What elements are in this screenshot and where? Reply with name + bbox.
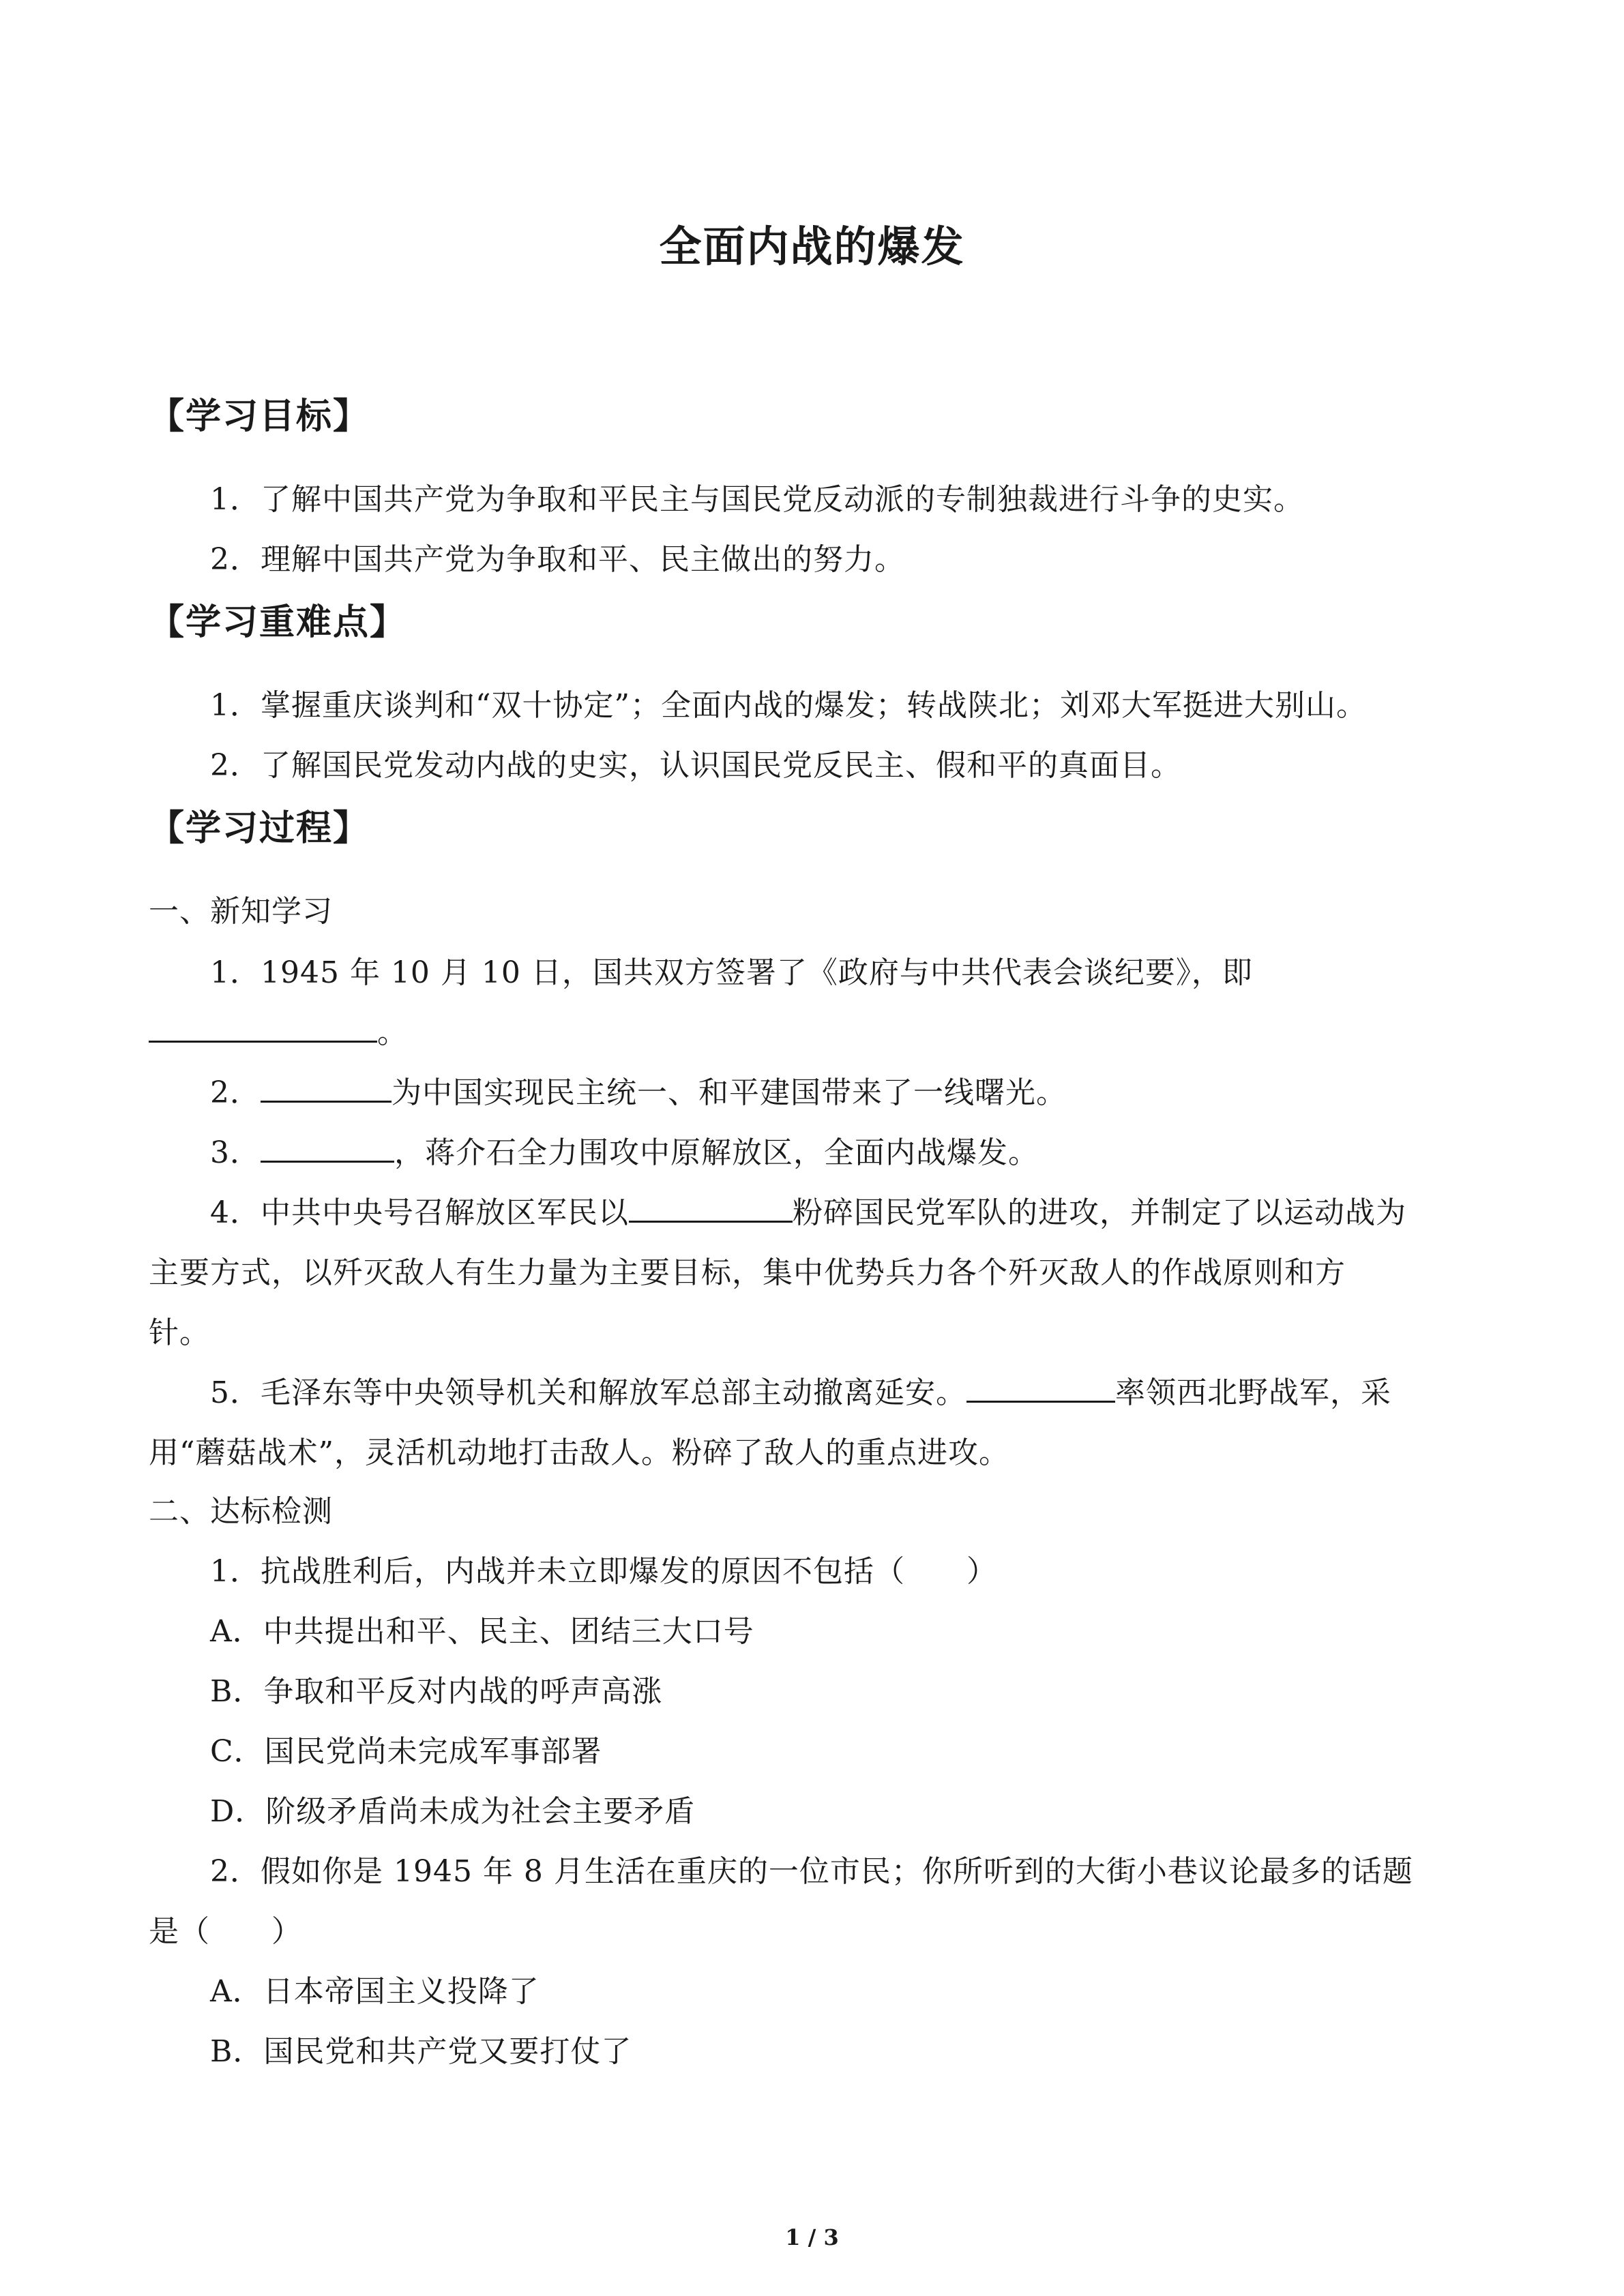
question-5-line-2: 用“蘑菇战术”，灵活机动地打击敌人。粉碎了敌人的重点进攻。 xyxy=(149,1435,1009,1470)
answer-blank[interactable] xyxy=(966,1373,1115,1403)
question-2-number: 2． xyxy=(210,1075,261,1110)
question-3-text: ，蒋介石全力围攻中原解放区，全面内战爆发。 xyxy=(394,1135,1039,1170)
question-5-text-a: 5．毛泽东等中央领导机关和解放军总部主动撤离延安。 xyxy=(210,1375,966,1410)
section-heading-goals: 【学习目标】 xyxy=(149,396,370,437)
question-4-line-3: 针。 xyxy=(149,1315,210,1350)
question-2-text: 为中国实现民主统一、和平建国带来了一线曙光。 xyxy=(392,1075,1067,1110)
test-question-1: 1．抗战胜利后，内战并未立即爆发的原因不包括（ ） xyxy=(210,1554,997,1589)
question-4-text-a: 4．中共中央号召解放区军民以 xyxy=(210,1195,629,1230)
answer-blank[interactable] xyxy=(629,1193,793,1223)
answer-blank[interactable] xyxy=(261,1133,394,1163)
question-5-text-b: 率领西北野战军，采 xyxy=(1115,1375,1391,1410)
answer-blank[interactable] xyxy=(261,1073,392,1103)
answer-blank[interactable] xyxy=(149,1013,377,1043)
question-4-line-2: 主要方式，以歼灭敌人有生力量为主要目标，集中优势兵力各个歼灭敌人的作战原则和方 xyxy=(149,1255,1346,1290)
section-heading-keypoints: 【学习重难点】 xyxy=(149,601,407,643)
test-question-2-line-2: 是（ ） xyxy=(149,1914,302,1949)
test-question-1-option-d: D．阶级矛盾尚未成为社会主要矛盾 xyxy=(210,1794,696,1829)
test-question-1-option-b: B．争取和平反对内战的呼声高涨 xyxy=(210,1674,663,1709)
question-1-end: 。 xyxy=(377,1015,408,1050)
test-question-1-option-c: C．国民党尚未完成军事部署 xyxy=(210,1734,602,1769)
question-1-line-1: 1．1945 年 10 月 10 日，国共双方签署了《政府与中共代表会谈纪要》，即 xyxy=(210,955,1253,990)
part1-heading: 一、新知学习 xyxy=(149,894,333,929)
question-1-line-2 xyxy=(149,1008,408,1052)
test-question-2-option-a: A．日本帝国主义投降了 xyxy=(210,1974,540,2009)
test-question-1-option-a: A．中共提出和平、民主、团结三大口号 xyxy=(210,1614,754,1649)
question-4-line-1 xyxy=(210,1188,1406,1232)
keypoint-item-1: 1．掌握重庆谈判和“双十协定”；全面内战的爆发；转战陕北；刘邓大军挺进大别山。 xyxy=(210,688,1367,723)
test-question-2-line-1: 2．假如你是 1945 年 8 月生活在重庆的一位市民；你所听到的大街小巷议论最多的话题 xyxy=(210,1854,1413,1889)
test-question-2-option-b: B．国民党和共产党又要打仗了 xyxy=(210,2034,632,2069)
page-number: 1 / 3 xyxy=(785,2224,839,2250)
question-3-number: 3． xyxy=(210,1135,261,1170)
question-5-line-1 xyxy=(210,1368,1391,1412)
part2-heading: 二、达标检测 xyxy=(149,1494,333,1529)
question-2 xyxy=(210,1068,1067,1112)
goal-item-1: 1．了解中国共产党为争取和平民主与国民党反动派的专制独裁进行斗争的史实。 xyxy=(210,482,1304,517)
question-4-text-b: 粉碎国民党军队的进攻，并制定了以运动战为 xyxy=(793,1195,1406,1230)
page-title: 全面内战的爆发 xyxy=(659,222,965,271)
goal-item-2: 2．理解中国共产党为争取和平、民主做出的努力。 xyxy=(210,542,905,577)
section-heading-process: 【学习过程】 xyxy=(149,807,370,849)
question-3 xyxy=(210,1128,1039,1172)
keypoint-item-2: 2．了解国民党发动内战的史实，认识国民党反民主、假和平的真面目。 xyxy=(210,748,1181,783)
